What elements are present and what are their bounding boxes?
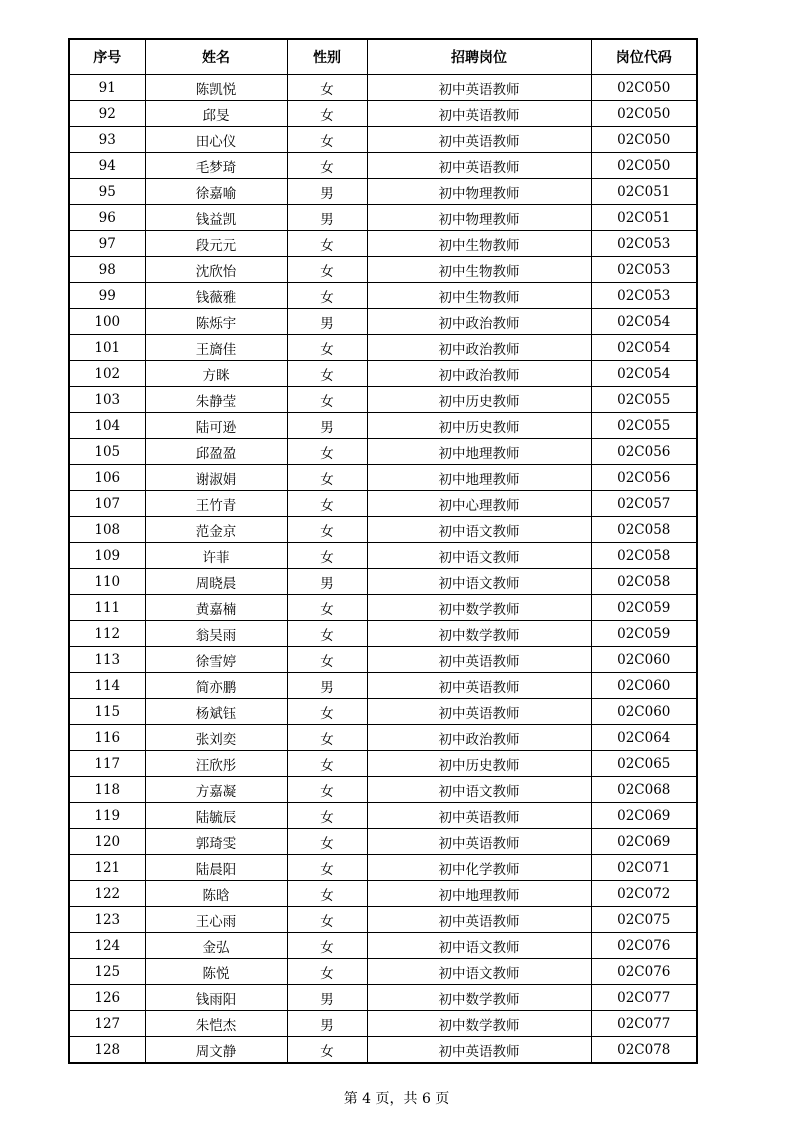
cell-gender: 男	[287, 413, 367, 439]
table-body	[69, 75, 697, 1064]
cell-gender: 女	[287, 439, 367, 465]
cell-name: 王竹青	[145, 491, 287, 517]
cell-position-code: 02C064	[591, 725, 697, 751]
cell-gender: 女	[287, 621, 367, 647]
cell-name: 周晓晨	[145, 569, 287, 595]
cell-gender: 女	[287, 283, 367, 309]
cell-position-code: 02C071	[591, 855, 697, 881]
cell-name: 王心雨	[145, 907, 287, 933]
cell-gender: 男	[287, 1011, 367, 1037]
table-row	[69, 231, 697, 257]
cell-name: 朱恺杰	[145, 1011, 287, 1037]
cell-position: 初中心理教师	[367, 491, 591, 517]
cell-name: 陈晗	[145, 881, 287, 907]
table-row	[69, 75, 697, 101]
table-row	[69, 127, 697, 153]
cell-name: 周文静	[145, 1037, 287, 1064]
cell-gender: 男	[287, 205, 367, 231]
cell-position-code: 02C076	[591, 959, 697, 985]
header-position: 招聘岗位	[367, 39, 591, 75]
table-row	[69, 309, 697, 335]
cell-serial-number: 95	[69, 179, 145, 205]
cell-serial-number: 103	[69, 387, 145, 413]
cell-position-code: 02C060	[591, 647, 697, 673]
cell-position-code: 02C050	[591, 101, 697, 127]
cell-gender: 男	[287, 673, 367, 699]
cell-position: 初中数学教师	[367, 985, 591, 1011]
cell-name: 田心仪	[145, 127, 287, 153]
cell-gender: 女	[287, 933, 367, 959]
cell-serial-number: 98	[69, 257, 145, 283]
cell-gender: 女	[287, 647, 367, 673]
cell-gender: 男	[287, 179, 367, 205]
cell-name: 翁吴雨	[145, 621, 287, 647]
recruitment-table	[68, 38, 698, 1064]
cell-position: 初中政治教师	[367, 335, 591, 361]
header-serial-number: 序号	[69, 39, 145, 75]
cell-name: 钱薇雅	[145, 283, 287, 309]
table-row	[69, 621, 697, 647]
cell-gender: 男	[287, 985, 367, 1011]
cell-gender: 女	[287, 517, 367, 543]
cell-position: 初中语文教师	[367, 569, 591, 595]
cell-serial-number: 106	[69, 465, 145, 491]
cell-position-code: 02C057	[591, 491, 697, 517]
cell-position-code: 02C069	[591, 803, 697, 829]
cell-position-code: 02C077	[591, 1011, 697, 1037]
cell-gender: 女	[287, 595, 367, 621]
cell-gender: 女	[287, 387, 367, 413]
cell-position: 初中生物教师	[367, 283, 591, 309]
cell-position: 初中英语教师	[367, 803, 591, 829]
cell-gender: 男	[287, 309, 367, 335]
cell-serial-number: 93	[69, 127, 145, 153]
table-row	[69, 257, 697, 283]
cell-position-code: 02C056	[591, 439, 697, 465]
table-row	[69, 647, 697, 673]
cell-serial-number: 108	[69, 517, 145, 543]
cell-position-code: 02C055	[591, 387, 697, 413]
cell-position: 初中英语教师	[367, 647, 591, 673]
table-row	[69, 881, 697, 907]
cell-serial-number: 126	[69, 985, 145, 1011]
cell-position: 初中语文教师	[367, 517, 591, 543]
cell-serial-number: 113	[69, 647, 145, 673]
cell-position: 初中化学教师	[367, 855, 591, 881]
cell-position-code: 02C050	[591, 153, 697, 179]
table-row	[69, 985, 697, 1011]
cell-gender: 女	[287, 777, 367, 803]
table-row	[69, 699, 697, 725]
cell-position: 初中历史教师	[367, 387, 591, 413]
cell-position: 初中语文教师	[367, 933, 591, 959]
cell-name: 邱盈盈	[145, 439, 287, 465]
cell-name: 张刘奕	[145, 725, 287, 751]
cell-name: 陈悦	[145, 959, 287, 985]
cell-serial-number: 116	[69, 725, 145, 751]
cell-position: 初中英语教师	[367, 673, 591, 699]
table-row	[69, 439, 697, 465]
cell-name: 谢淑娟	[145, 465, 287, 491]
cell-position: 初中物理教师	[367, 179, 591, 205]
cell-gender: 女	[287, 855, 367, 881]
cell-serial-number: 122	[69, 881, 145, 907]
cell-gender: 男	[287, 569, 367, 595]
cell-gender: 女	[287, 257, 367, 283]
cell-serial-number: 94	[69, 153, 145, 179]
cell-serial-number: 100	[69, 309, 145, 335]
cell-position: 初中英语教师	[367, 75, 591, 101]
cell-position: 初中数学教师	[367, 621, 591, 647]
cell-gender: 女	[287, 959, 367, 985]
cell-position: 初中语文教师	[367, 959, 591, 985]
cell-serial-number: 91	[69, 75, 145, 101]
cell-position: 初中英语教师	[367, 127, 591, 153]
cell-serial-number: 125	[69, 959, 145, 985]
cell-position-code: 02C069	[591, 829, 697, 855]
table-row	[69, 907, 697, 933]
cell-name: 汪欣彤	[145, 751, 287, 777]
cell-serial-number: 124	[69, 933, 145, 959]
cell-gender: 女	[287, 491, 367, 517]
cell-gender: 女	[287, 465, 367, 491]
cell-gender: 女	[287, 231, 367, 257]
cell-position-code: 02C053	[591, 283, 697, 309]
cell-position: 初中英语教师	[367, 829, 591, 855]
cell-position-code: 02C053	[591, 231, 697, 257]
cell-serial-number: 99	[69, 283, 145, 309]
table-row	[69, 517, 697, 543]
cell-serial-number: 111	[69, 595, 145, 621]
cell-gender: 女	[287, 361, 367, 387]
cell-serial-number: 101	[69, 335, 145, 361]
cell-name: 段元元	[145, 231, 287, 257]
table-header	[69, 39, 697, 75]
cell-serial-number: 97	[69, 231, 145, 257]
header-gender: 性别	[287, 39, 367, 75]
cell-serial-number: 121	[69, 855, 145, 881]
cell-gender: 女	[287, 127, 367, 153]
cell-position-code: 02C068	[591, 777, 697, 803]
cell-position: 初中英语教师	[367, 1037, 591, 1064]
cell-name: 陈凯悦	[145, 75, 287, 101]
cell-serial-number: 120	[69, 829, 145, 855]
cell-position-code: 02C072	[591, 881, 697, 907]
cell-position-code: 02C075	[591, 907, 697, 933]
cell-position: 初中语文教师	[367, 777, 591, 803]
cell-serial-number: 114	[69, 673, 145, 699]
cell-name: 徐雪婷	[145, 647, 287, 673]
cell-serial-number: 118	[69, 777, 145, 803]
cell-name: 陆毓辰	[145, 803, 287, 829]
table-row	[69, 179, 697, 205]
table-row	[69, 283, 697, 309]
cell-gender: 女	[287, 751, 367, 777]
cell-serial-number: 117	[69, 751, 145, 777]
cell-position: 初中生物教师	[367, 257, 591, 283]
table-row	[69, 569, 697, 595]
table-row	[69, 595, 697, 621]
cell-position: 初中英语教师	[367, 101, 591, 127]
table-row	[69, 387, 697, 413]
cell-position-code: 02C060	[591, 673, 697, 699]
cell-position-code: 02C050	[591, 75, 697, 101]
table-row	[69, 673, 697, 699]
table-row	[69, 1037, 697, 1064]
cell-gender: 女	[287, 907, 367, 933]
table-row	[69, 829, 697, 855]
cell-name: 方嘉凝	[145, 777, 287, 803]
cell-name: 钱益凯	[145, 205, 287, 231]
cell-position: 初中历史教师	[367, 751, 591, 777]
cell-position-code: 02C056	[591, 465, 697, 491]
cell-name: 陆晨阳	[145, 855, 287, 881]
cell-position: 初中地理教师	[367, 881, 591, 907]
cell-serial-number: 102	[69, 361, 145, 387]
cell-position-code: 02C059	[591, 621, 697, 647]
cell-name: 简亦鹏	[145, 673, 287, 699]
table-row	[69, 725, 697, 751]
cell-position-code: 02C059	[591, 595, 697, 621]
cell-position: 初中数学教师	[367, 1011, 591, 1037]
cell-serial-number: 105	[69, 439, 145, 465]
cell-gender: 女	[287, 101, 367, 127]
cell-name: 杨斌钰	[145, 699, 287, 725]
table-row	[69, 335, 697, 361]
table-row	[69, 959, 697, 985]
cell-serial-number: 107	[69, 491, 145, 517]
cell-position-code: 02C054	[591, 361, 697, 387]
cell-name: 黄嘉楠	[145, 595, 287, 621]
cell-position-code: 02C058	[591, 543, 697, 569]
cell-gender: 女	[287, 153, 367, 179]
table-row	[69, 803, 697, 829]
cell-serial-number: 96	[69, 205, 145, 231]
table-row	[69, 933, 697, 959]
cell-position: 初中英语教师	[367, 699, 591, 725]
cell-position-code: 02C054	[591, 309, 697, 335]
cell-serial-number: 127	[69, 1011, 145, 1037]
cell-position: 初中生物教师	[367, 231, 591, 257]
cell-serial-number: 123	[69, 907, 145, 933]
cell-position-code: 02C065	[591, 751, 697, 777]
cell-serial-number: 109	[69, 543, 145, 569]
cell-gender: 女	[287, 803, 367, 829]
cell-gender: 女	[287, 725, 367, 751]
cell-name: 范金京	[145, 517, 287, 543]
page-footer: 第 4 页，共 6 页	[343, 1091, 450, 1107]
table-row	[69, 361, 697, 387]
cell-position: 初中政治教师	[367, 361, 591, 387]
cell-position: 初中地理教师	[367, 465, 591, 491]
table-row	[69, 491, 697, 517]
cell-gender: 女	[287, 543, 367, 569]
cell-gender: 女	[287, 75, 367, 101]
table-row	[69, 543, 697, 569]
cell-position-code: 02C053	[591, 257, 697, 283]
header-position-code: 岗位代码	[591, 39, 697, 75]
cell-position: 初中英语教师	[367, 907, 591, 933]
cell-position-code: 02C051	[591, 179, 697, 205]
table-row	[69, 777, 697, 803]
cell-name: 许菲	[145, 543, 287, 569]
cell-position-code: 02C055	[591, 413, 697, 439]
table-row	[69, 205, 697, 231]
cell-serial-number: 110	[69, 569, 145, 595]
cell-position-code: 02C054	[591, 335, 697, 361]
cell-name: 王旖佳	[145, 335, 287, 361]
cell-name: 陈烁宇	[145, 309, 287, 335]
table-row	[69, 153, 697, 179]
cell-gender: 女	[287, 335, 367, 361]
cell-position-code: 02C050	[591, 127, 697, 153]
cell-position-code: 02C051	[591, 205, 697, 231]
cell-serial-number: 119	[69, 803, 145, 829]
cell-name: 钱雨阳	[145, 985, 287, 1011]
cell-name: 沈欣怡	[145, 257, 287, 283]
cell-serial-number: 112	[69, 621, 145, 647]
cell-name: 郭琦雯	[145, 829, 287, 855]
table-row	[69, 465, 697, 491]
cell-position-code: 02C058	[591, 569, 697, 595]
cell-name: 毛梦琦	[145, 153, 287, 179]
cell-position: 初中地理教师	[367, 439, 591, 465]
cell-serial-number: 115	[69, 699, 145, 725]
cell-serial-number: 128	[69, 1037, 145, 1064]
cell-name: 邱旻	[145, 101, 287, 127]
cell-position: 初中语文教师	[367, 543, 591, 569]
cell-position-code: 02C076	[591, 933, 697, 959]
cell-position: 初中政治教师	[367, 309, 591, 335]
table-row	[69, 751, 697, 777]
cell-name: 陆可逊	[145, 413, 287, 439]
cell-name: 徐嘉喻	[145, 179, 287, 205]
cell-gender: 女	[287, 699, 367, 725]
cell-serial-number: 92	[69, 101, 145, 127]
cell-position: 初中数学教师	[367, 595, 591, 621]
cell-position: 初中政治教师	[367, 725, 591, 751]
cell-position-code: 02C078	[591, 1037, 697, 1064]
table-row	[69, 413, 697, 439]
cell-position-code: 02C077	[591, 985, 697, 1011]
header-row	[69, 39, 697, 75]
table-row	[69, 855, 697, 881]
cell-name: 方眯	[145, 361, 287, 387]
cell-position-code: 02C060	[591, 699, 697, 725]
cell-name: 金弘	[145, 933, 287, 959]
cell-serial-number: 104	[69, 413, 145, 439]
header-name: 姓名	[145, 39, 287, 75]
cell-position: 初中英语教师	[367, 153, 591, 179]
cell-position-code: 02C058	[591, 517, 697, 543]
table-row	[69, 101, 697, 127]
cell-gender: 女	[287, 1037, 367, 1064]
cell-gender: 女	[287, 829, 367, 855]
table-row	[69, 1011, 697, 1037]
cell-name: 朱静莹	[145, 387, 287, 413]
cell-position: 初中物理教师	[367, 205, 591, 231]
cell-position: 初中历史教师	[367, 413, 591, 439]
cell-gender: 女	[287, 881, 367, 907]
